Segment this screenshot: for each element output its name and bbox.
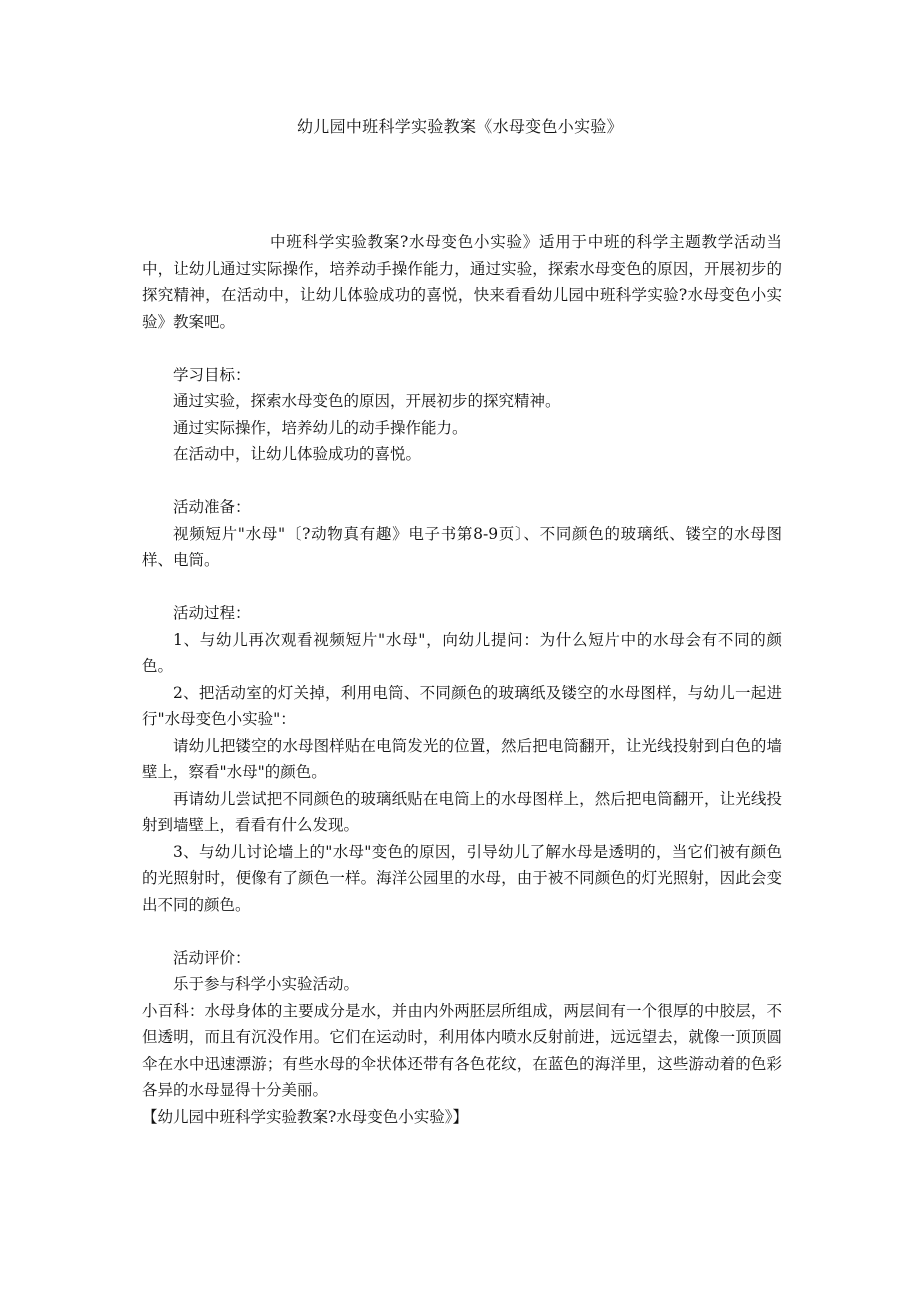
process-step: 1、与幼儿再次观看视频短片"水母"，向幼儿提问：为什么短片中的水母会有不同的颜色。 (142, 630, 782, 675)
footer-title: 【幼儿园中班科学实验教案?水母变色小实验》】 (142, 1107, 469, 1126)
process-step: 再请幼儿尝试把不同颜色的玻璃纸贴在电筒上的水母图样上，然后把电筒翻开，让光线投射到墙壁上，看看有什么发现。 (142, 789, 782, 834)
document-body (142, 229, 782, 1130)
encyclopedia-paragraph: 小百科：水母身体的主要成分是水，并由内外两胚层所组成，两层间有一个很厚的中胶层，不但透明，而且有沉没作用。它们在运动时，利用体内喷水反射前进，远远望去，就像一顶顶圆伞在水中迅速漂游；有些水母的伞状体还带有各色花纹，在蓝色的海洋里，这些游动着的色彩各异的水母显得十分美丽。 (142, 1001, 782, 1099)
spacer (142, 468, 782, 495)
process-step: 2、把活动室的灯关掉，利用电筒、不同颜色的玻璃纸及镂空的水母图样，与幼儿一起进行"水母变色小实验"： (142, 683, 782, 728)
goal-item: 在活动中，让幼儿体验成功的喜悦。 (173, 445, 422, 463)
intro-paragraph: 中班科学实验教案?水母变色小实验》适用于中班的科学主题教学活动当中，让幼儿通过实际操作，培养动手操作能力，通过实验，探索水母变色的原因，开展初步的探究精神，在活动中，让幼儿体验成功的喜悦，快来看看幼儿园中班科学实验?水母变色小实验》教案吧。 (142, 233, 782, 331)
spacer (142, 574, 782, 601)
evaluation-text: 乐于参与科学小实验活动。 (173, 975, 360, 993)
process-step: 3、与幼儿讨论墙上的"水母"变色的原因，引导幼儿了解水母是透明的，当它们被有颜色的光照射时，便像有了颜色一样。海洋公园里的水母，由于被不同颜色的灯光照射，因此会变出不同的颜色。 (142, 842, 782, 914)
spacer (142, 918, 782, 945)
preparation-heading: 活动准备： (173, 498, 251, 516)
goal-item: 通过实验，探索水母变色的原因，开展初步的探究精神。 (173, 392, 561, 410)
process-heading: 活动过程： (173, 604, 251, 622)
spacer (142, 335, 782, 362)
goals-heading: 学习目标： (173, 365, 251, 384)
preparation-text: 视频短片"水母"〔?动物真有趣》电子书第8-9页〕、不同颜色的玻璃纸、镂空的水母图样、电筒。 (142, 524, 782, 569)
evaluation-heading: 活动评价： (173, 948, 251, 967)
document-title: 幼儿园中班科学实验教案《水母变色小实验》 (296, 117, 623, 136)
goal-item: 通过实际操作，培养幼儿的动手操作能力。 (173, 418, 468, 437)
process-step: 请幼儿把镂空的水母图样贴在电筒发光的位置，然后把电筒翻开，让光线投射到白色的墙壁上，察看"水母"的颜色。 (142, 736, 782, 781)
